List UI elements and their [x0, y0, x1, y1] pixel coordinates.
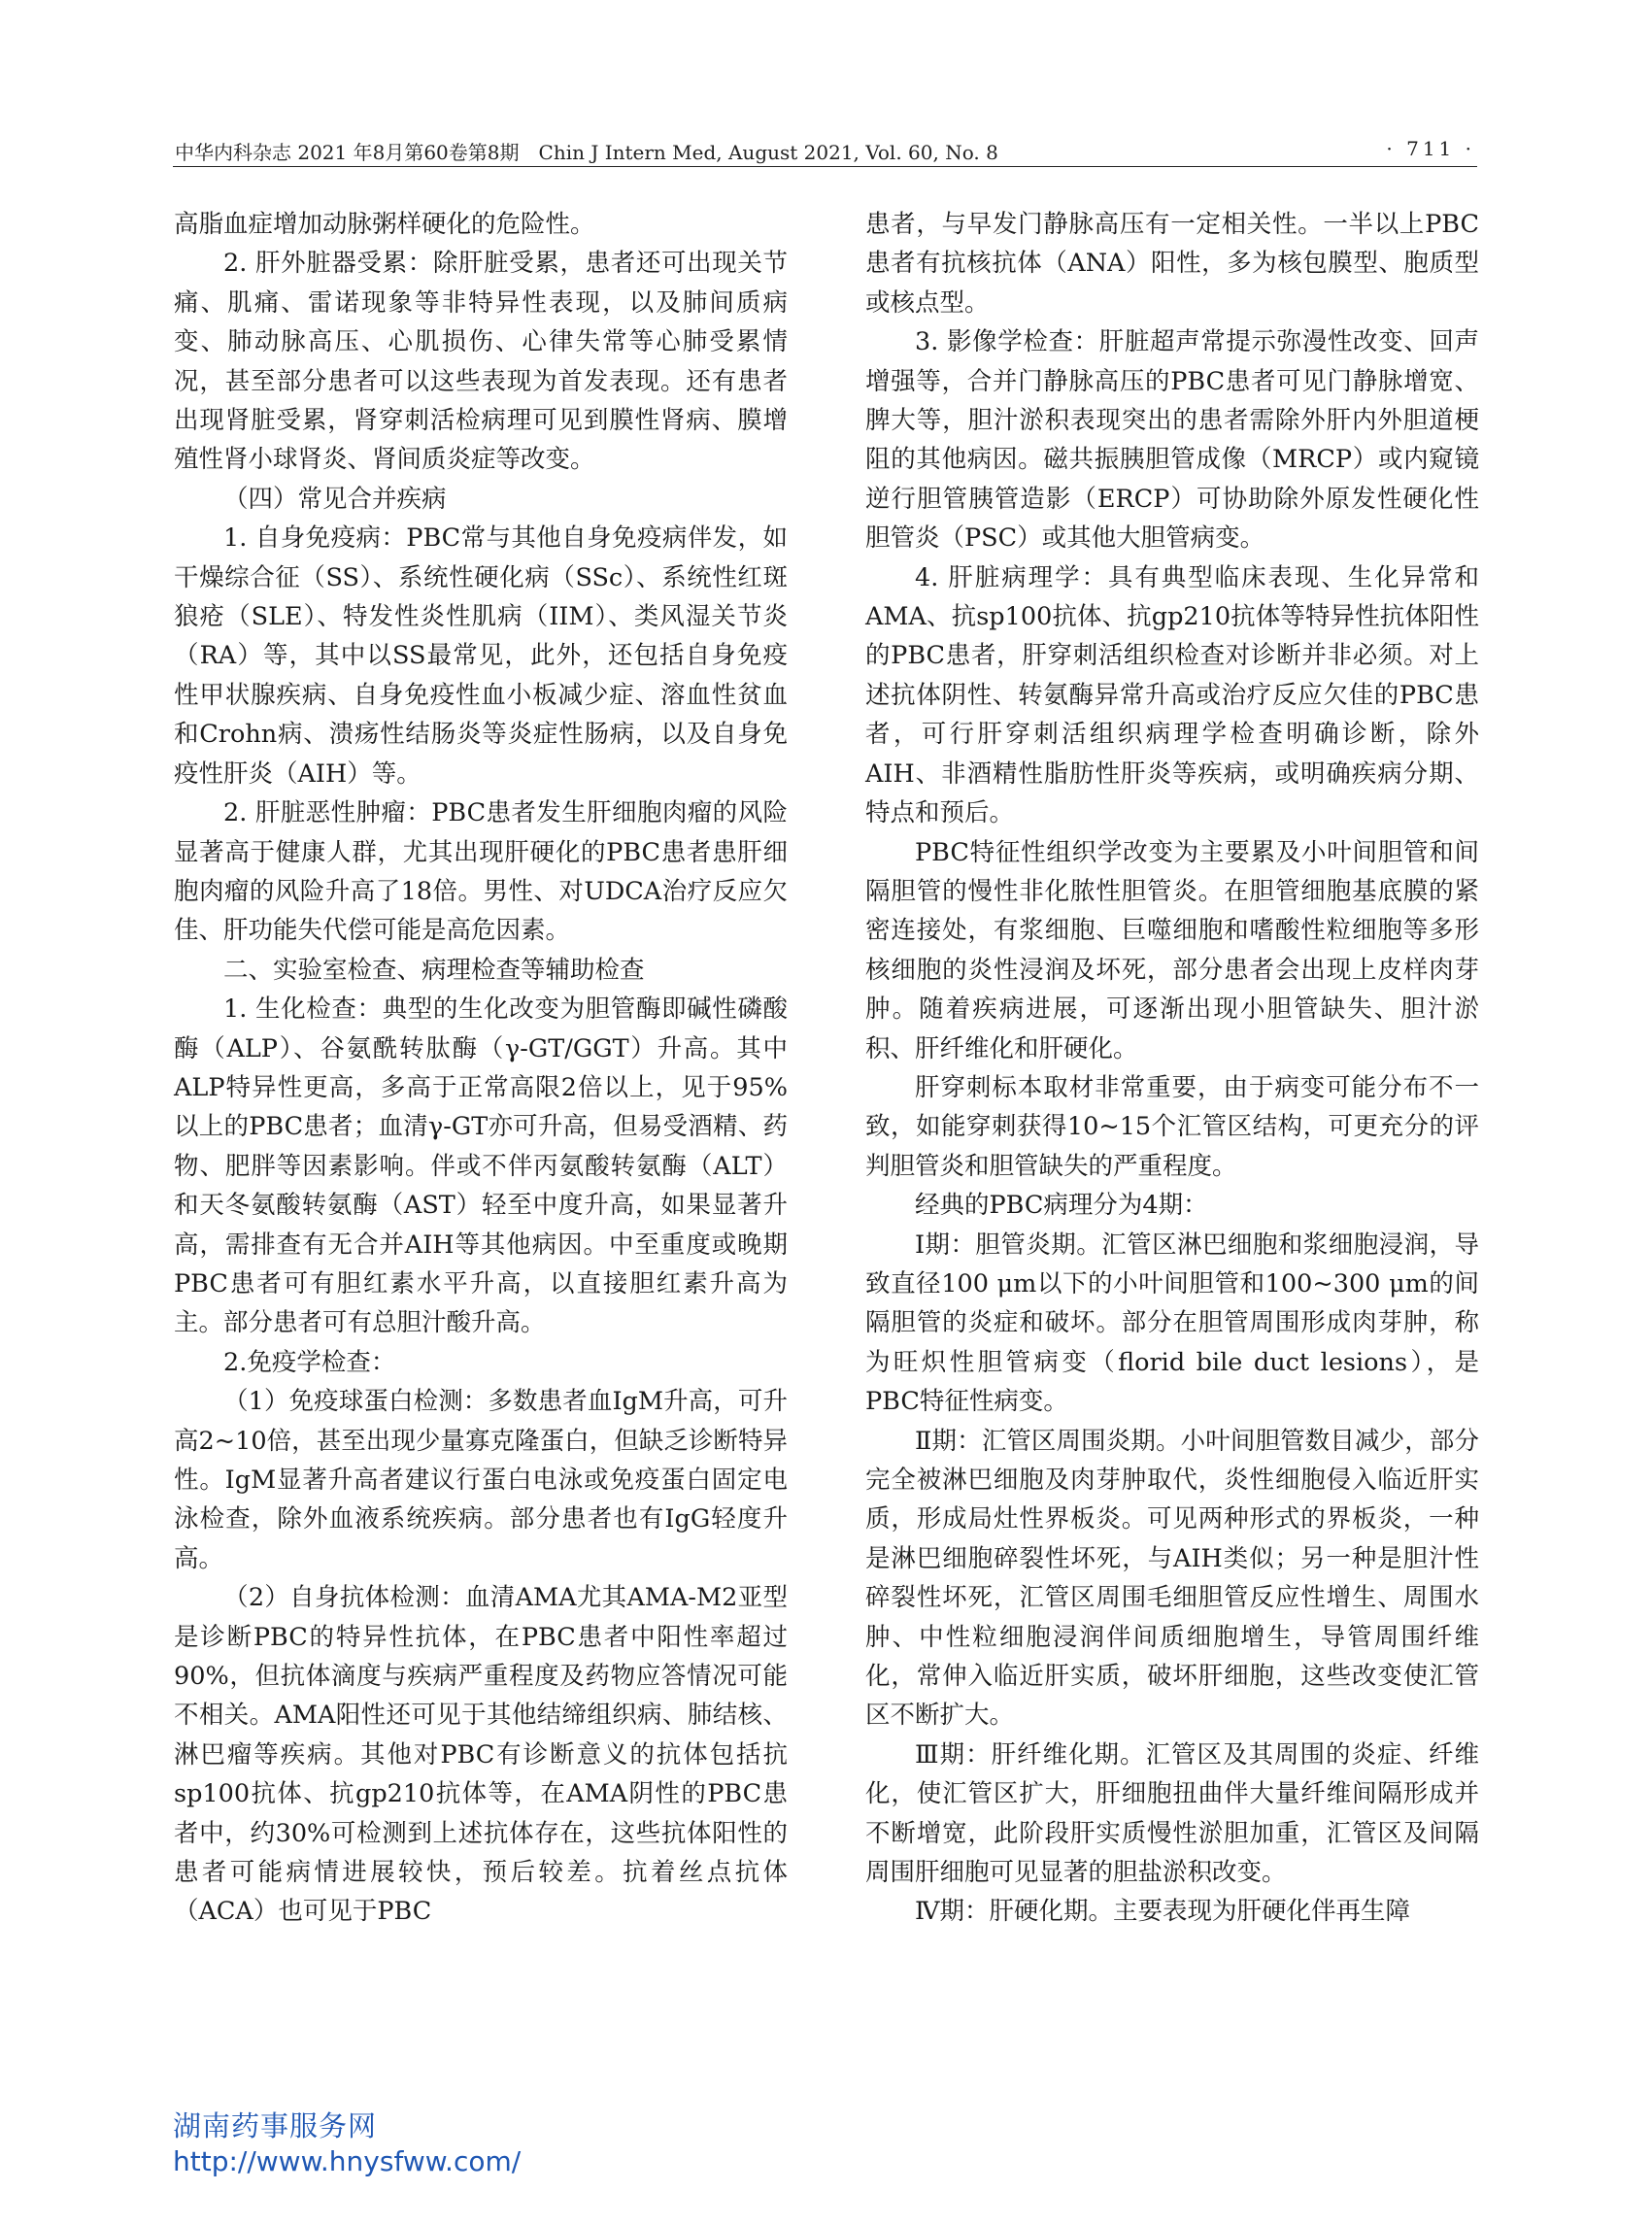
running-header [173, 133, 1477, 167]
subsection-heading: 2.免疫学检查： [223, 1347, 396, 1377]
page-number: · 711 · [1386, 137, 1475, 160]
journal-citation: 中华内科杂志 2021 年8月第60卷第8期 Chin J Intern Med, August 2021, Vol. 60, No. 8 [175, 141, 998, 164]
paragraph: 肝穿刺标本取材非常重要，由于病变可能分布不一致，如能穿刺获得10~15个汇管区结构，可更充分的评判胆管炎和胆管缺失的严重程度。 [865, 1072, 1479, 1181]
right-column [865, 205, 1479, 1932]
paragraph: 1. 自身免疫病：PBC常与其他自身免疫病伴发，如干燥综合征（SS）、系统性硬化病（SSc）、系统性红斑狼疮（SLE）、特发性炎性肌病（IIM）、类风湿关节炎（RA）等，其中以SS最常见，此外，还包括自身免疫性甲状腺疾病、自身免疫性血小板减少症、溶血性贫血和Crohn病、溃疡性结肠炎等炎症性肠病，以及自身免疫性肝炎（AIH）等。 [174, 523, 788, 789]
paragraph: Ⅰ期：胆管炎期。汇管区淋巴细胞和浆细胞浸润，导致直径100 μm以下的小叶间胆管和100~300 μm的间隔胆管的炎症和破坏。部分在胆管周围形成肉芽肿，称为旺炽性胆管病变（florid bile duct lesions），是PBC特征性病变。 [865, 1230, 1479, 1417]
left-column [174, 205, 788, 1932]
section-heading: （四）常见合并疾病 [223, 484, 447, 514]
paragraph: （2）自身抗体检测：血清AMA尤其AMA-M2亚型是诊断PBC的特异性抗体，在PBC患者中阳性率超过90%，但抗体滴度与疾病严重程度及药物应答情况可能不相关。AMA阳性还可见于其他结缔组织病、肺结核、淋巴瘤等疾病。其他对PBC有诊断意义的抗体包括抗sp100抗体、抗gp210抗体等，在AMA阴性的PBC患者中，约30%可检测到上述抗体存在，这些抗体阳性的患者可能病情进展较快，预后较差。抗着丝点抗体（ACA）也可见于PBC [174, 1583, 788, 1927]
paragraph: 2. 肝脏恶性肿瘤：PBC患者发生肝细胞肉瘤的风险显著高于健康人群，尤其出现肝硬化的PBC患者患肝细胞肉瘤的风险升高了18倍。男性、对UDCA治疗反应欠佳、肝功能失代偿可能是高危因素。 [174, 798, 788, 946]
section-heading: 二、实验室检查、病理检查等辅助检查 [223, 955, 645, 985]
paragraph: 经典的PBC病理分为4期： [915, 1191, 1208, 1221]
paragraph: （1）免疫球蛋白检测：多数患者血IgM升高，可升高2~10倍，甚至出现少量寡克隆蛋白，但缺乏诊断特异性。IgM显著升高者建议行蛋白电泳或免疫蛋白固定电泳检查，除外血液系统疾病。部分患者也有IgG轻度升高。 [174, 1387, 788, 1573]
watermark [173, 2107, 521, 2179]
paragraph: 3. 影像学检查：肝脏超声常提示弥漫性改变、回声增强等，合并门静脉高压的PBC患者可见门静脉增宽、脾大等，胆汁淤积表现突出的患者需除外肝内外胆道梗阻的其他病因。磁共振胰胆管成像（MRCP）或内窥镜逆行胆管胰管造影（ERCP）可协助除外原发性硬化性胆管炎（PSC）或其他大胆管病变。 [865, 327, 1479, 554]
paragraph: PBC特征性组织学改变为主要累及小叶间胆管和间隔胆管的慢性非化脓性胆管炎。在胆管细胞基底膜的紧密连接处，有浆细胞、巨噬细胞和嗜酸性粒细胞等多形核细胞的炎性浸润及坏死，部分患者会出现上皮样肉芽肿。随着疾病进展，可逐渐出现小胆管缺失、胆汁淤积、肝纤维化和肝硬化。 [865, 837, 1479, 1063]
paragraph: Ⅳ期：肝硬化期。主要表现为肝硬化伴再生障 [915, 1897, 1410, 1927]
paragraph: Ⅱ期：汇管区周围炎期。小叶间胆管数目减少，部分完全被淋巴细胞及肉芽肿取代，炎性细胞侵入临近肝实质，形成局灶性界板炎。可见两种形式的界板炎，一种是淋巴细胞碎裂性坏死，与AIH类似；另一种是胆汁性碎裂性坏死，汇管区周围毛细胆管反应性增生、周围水肿、中性粒细胞浸润伴间质细胞增生，导管周围纤维化，常伸入临近肝实质，破坏肝细胞，这些改变使汇管区不断扩大。 [865, 1426, 1479, 1731]
paragraph: 1. 生化检查：典型的生化改变为胆管酶即碱性磷酸酶（ALP）、谷氨酰转肽酶（γ-GT/GGT）升高。其中ALP特异性更高，多高于正常高限2倍以上，见于95%以上的PBC患者；血清γ-GT亦可升高，但易受酒精、药物、肥胖等因素影响。伴或不伴丙氨酸转氨酶（ALT）和天冬氨酸转氨酶（AST）轻至中度升高，如果显著升高，需排查有无合并AIH等其他病因。中至重度或晚期PBC患者可有胆红素水平升高，以直接胆红素升高为主。部分患者可有总胆汁酸升高。 [174, 995, 788, 1338]
watermark-url[interactable]: http://www.hnysfww.com/ [173, 2145, 522, 2177]
paragraph: 患者，与早发门静脉高压有一定相关性。一半以上PBC患者有抗核抗体（ANA）阳性，多为核包膜型、胞质型或核点型。 [865, 210, 1479, 318]
paragraph: Ⅲ期：肝纤维化期。汇管区及其周围的炎症、纤维化，使汇管区扩大，肝细胞扭曲伴大量纤维间隔形成并不断增宽，此阶段肝实质慢性淤胆加重，汇管区及间隔周围肝细胞可见显著的胆盐淤积改变。 [865, 1739, 1479, 1888]
paragraph: 高脂血症增加动脉粥样硬化的危险性。 [174, 210, 595, 239]
watermark-site-name: 湖南药事服务网 [173, 2109, 378, 2142]
paragraph: 2. 肝外脏器受累：除肝脏受累，患者还可出现关节痛、肌痛、雷诺现象等非特异性表现，以及肺间质病变、肺动脉高压、心肌损伤、心律失常等心肺受累情况，甚至部分患者可以这些表现为首发表现。还有患者出现肾脏受累，肾穿刺活检病理可见到膜性肾病、膜增殖性肾小球肾炎、肾间质炎症等改变。 [174, 249, 788, 475]
paragraph: 4. 肝脏病理学：具有典型临床表现、生化异常和AMA、抗sp100抗体、抗gp210抗体等特异性抗体阳性的PBC患者，肝穿刺活组织检查对诊断并非必须。对上述抗体阴性、转氨酶异常升高或治疗反应欠佳的PBC患者，可行肝穿刺活组织病理学检查明确诊断，除外AIH、非酒精性脂肪性肝炎等疾病，或明确疾病分期、特点和预后。 [865, 562, 1479, 828]
